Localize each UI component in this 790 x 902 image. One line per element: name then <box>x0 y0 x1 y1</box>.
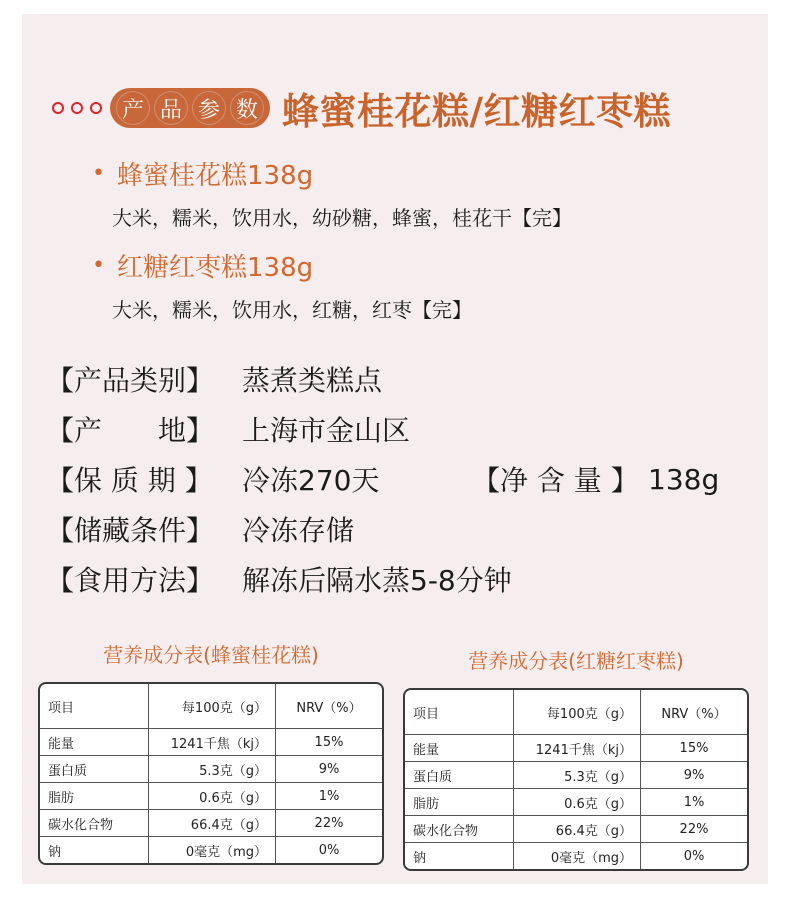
decorative-dots <box>52 102 102 114</box>
badge-char: 数 <box>230 91 264 125</box>
spec-label: 【产品类别】 <box>46 364 215 397</box>
circle-icon <box>90 102 102 114</box>
table-row <box>40 810 382 837</box>
product-ingredients: 大米，糯米，饮用水，幼砂糖，蜂蜜，桂花干【完】 <box>112 206 572 230</box>
table-cell: 钠 <box>413 850 427 866</box>
spec-row-category <box>46 354 746 404</box>
product-ingredients: 大米，糯米，饮用水，红糖，红枣【完】 <box>112 298 472 322</box>
table-row <box>40 783 382 810</box>
table-cell: 22% <box>641 816 748 843</box>
column-header: NRV（%） <box>641 690 748 735</box>
product-info-card <box>22 14 768 884</box>
table-cell: 0.6克（g） <box>149 783 276 810</box>
header <box>52 76 671 140</box>
spec-label: 【净 含 量 】 <box>472 464 639 497</box>
table-cell: 1% <box>276 783 383 810</box>
badge-char: 品 <box>154 91 188 125</box>
table-header-row <box>405 690 747 735</box>
table-row <box>40 729 382 756</box>
table-cell: 钠 <box>48 844 62 860</box>
column-header: 每100克（g） <box>149 684 276 729</box>
table-header-row <box>40 684 382 729</box>
table-row <box>40 837 382 864</box>
nutrition-title: 营养成分表(红糖红枣糕) <box>468 649 684 673</box>
column-header: 每100克（g） <box>514 690 641 735</box>
table-cell: 蛋白质 <box>40 756 149 783</box>
column-header: NRV（%） <box>276 684 383 729</box>
spec-value: 冷冻存储 <box>242 514 355 547</box>
badge-char: 参 <box>192 91 226 125</box>
table-cell: 1241千焦（kj） <box>149 729 276 756</box>
table-row <box>405 762 747 789</box>
table-row <box>405 816 747 843</box>
product-name: 蜂蜜桂花糕138g <box>116 160 314 191</box>
table-cell: 15% <box>641 735 748 762</box>
spec-row-origin <box>46 404 746 454</box>
table-cell: 碳水化合物 <box>405 816 514 843</box>
table-cell: 能量 <box>40 729 149 756</box>
spec-value: 蒸煮类糕点 <box>242 364 383 397</box>
nutrition-table-brown-sugar <box>403 646 749 871</box>
spec-value: 冷冻270天 <box>242 464 380 497</box>
column-header: 项目 <box>405 690 514 735</box>
spec-row-usage <box>46 554 746 604</box>
table-cell: 9% <box>276 756 383 783</box>
product-name: 红糖红枣糕138g <box>116 252 314 283</box>
spec-value: 解冻后隔水蒸5-8分钟 <box>242 564 512 597</box>
table-cell: 1241千焦（kj） <box>514 735 641 762</box>
nutrition-table-honey <box>38 640 384 865</box>
spec-label: 【食用方法】 <box>46 564 215 597</box>
spec-net-content <box>472 459 719 499</box>
nutrition-table <box>403 688 749 871</box>
table-cell: 66.4克（g） <box>149 810 276 837</box>
circle-icon <box>52 102 64 114</box>
table-row <box>40 756 382 783</box>
table-cell: 22% <box>276 810 383 837</box>
product-item <box>92 154 572 192</box>
column-header: 项目 <box>40 684 149 729</box>
table-cell: 0.6克（g） <box>514 789 641 816</box>
product-item <box>92 246 572 284</box>
circle-icon <box>71 102 83 114</box>
table-cell: 0% <box>276 837 383 864</box>
table-cell: 0毫克（mg） <box>514 843 641 870</box>
table-row <box>405 843 747 870</box>
badge-char: 产 <box>116 91 150 125</box>
spec-list <box>46 354 746 604</box>
spec-row-shelf-life <box>46 454 746 504</box>
table-cell: 脂肪 <box>40 783 149 810</box>
table-row <box>405 735 747 762</box>
table-cell: 66.4克（g） <box>514 816 641 843</box>
nutrition-table <box>38 682 384 865</box>
page-title: 蜂蜜桂花糕/红糖红枣糕 <box>282 90 672 133</box>
table-cell: 9% <box>641 762 748 789</box>
spec-label: 【保 质 期 】 <box>46 464 213 497</box>
table-cell: 0毫克（mg） <box>149 837 276 864</box>
nutrition-title: 营养成分表(蜂蜜桂花糕) <box>103 643 319 667</box>
table-cell: 5.3克（g） <box>149 756 276 783</box>
table-row <box>405 789 747 816</box>
table-cell: 5.3克（g） <box>514 762 641 789</box>
table-cell: 15% <box>276 729 383 756</box>
bullet-icon: • <box>92 252 105 278</box>
spec-label: 【产 地】 <box>46 414 215 447</box>
section-badge <box>110 88 270 128</box>
spec-row-storage <box>46 504 746 554</box>
bullet-icon: • <box>92 160 105 186</box>
spec-value: 上海市金山区 <box>242 414 411 447</box>
table-cell: 1% <box>641 789 748 816</box>
spec-label: 【储藏条件】 <box>46 514 215 547</box>
table-cell: 蛋白质 <box>405 762 514 789</box>
product-list <box>92 154 572 338</box>
table-cell: 碳水化合物 <box>40 810 149 837</box>
table-cell: 0% <box>641 843 748 870</box>
table-cell: 能量 <box>405 735 514 762</box>
spec-value: 138g <box>648 462 720 496</box>
table-cell: 脂肪 <box>405 789 514 816</box>
